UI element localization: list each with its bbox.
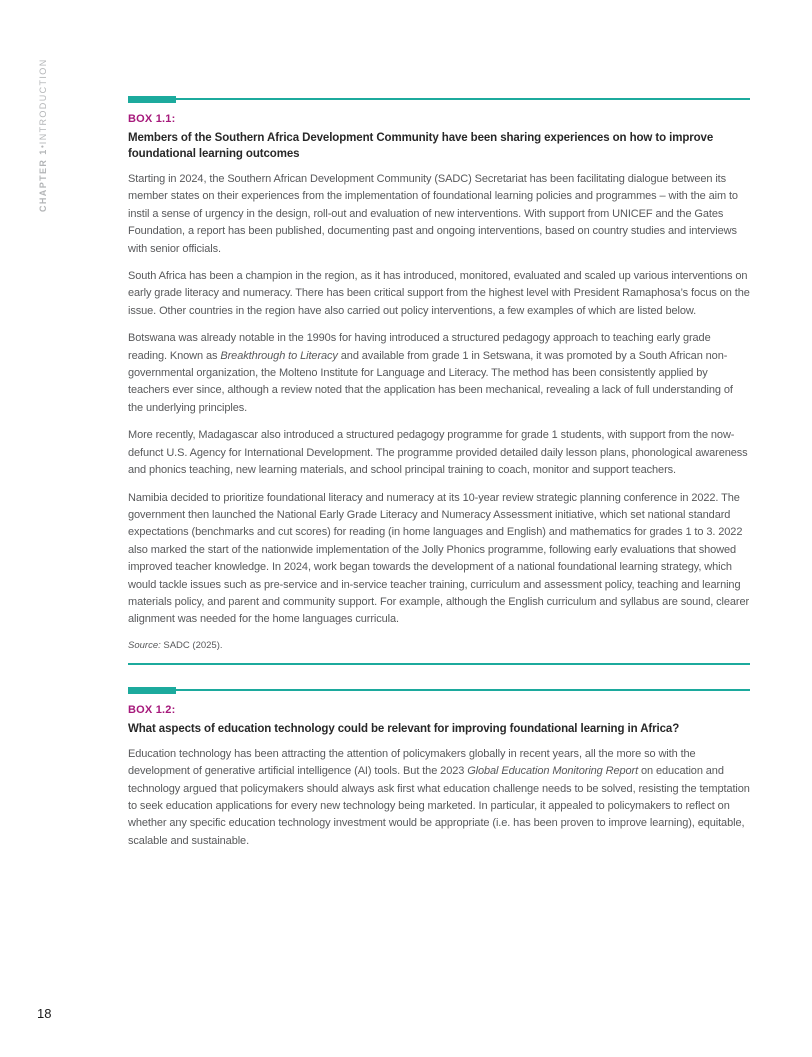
chapter-section-label: INTRODUCTION — [38, 58, 48, 145]
box-1-1 — [128, 96, 750, 665]
box-label: BOX 1.2: — [128, 703, 176, 716]
text-run: More recently, Madagascar also introduced a structured pedagogy programme for grade 1 students, with support from the now-defunct U.S. Agency for International Development. The programme provided detailed daily lesson plans, phonological awareness and phonics teaching, new learning materials, and school principal training to coach, monitor and support teachers. — [128, 429, 748, 477]
text-run: Education technology has been attracting the attention of policymakers globally in recent years, all the more so with the development of generative artificial intelligence (AI) tools. But the 2023 — [128, 747, 696, 778]
rule-line — [128, 689, 750, 691]
text-run: Starting in 2024, the Southern African Development Community (SADC) Secretariat has been facilitating dialogue between its member states on their experiences from the implementation of foundational learning policies and programmes – with the aim to instil a sense of urgency in the design, roll-out and evaluation of new interventions. With support from UNICEF and the Gates Foundation, a report has been published, documenting past and ongoing interventions, based on country studies and interviews with senior officials. — [128, 173, 738, 255]
chapter-sidebar-label — [38, 42, 48, 212]
text-run: and available from grade 1 in Setswana, it was promoted by a South African non-governmental organization, the Molteno Institute for Language and Literacy. The method has been consistently applied by teachers ever since, although a review noted that the application has been mechanical, revealing a lack of full understanding of the underlying principles. — [128, 349, 733, 414]
box-bottom-rule — [128, 663, 750, 665]
page-content — [128, 96, 750, 850]
text-run: Breakthrough to Literacy — [220, 349, 338, 362]
box-label: BOX 1.1: — [128, 113, 176, 125]
text-run: Botswana was already notable in the 1990s for having introduced a structured pedagogy approach to teaching early grade reading. Known as — [128, 332, 711, 362]
text-run: Namibia decided to prioritize foundational literacy and numeracy at its 10-year review strategic planning conference in 2022. The government then launched the National Early Grade Literacy and Numeracy Assessment initiative, which set national standard expectations (benchmarks and cut scores) for reading (in home languages and English) and mathematics for grades 1 to 3. 2022 also marked the start of the nationwide implementation of the Jolly Phonics programme, following early evaluations that showed improved teacher knowledge. In 2024, work began towards the development of a national foundational learning strategy, which would tackle issues such as pre-service and in-service teacher training, curriculum and assessment policy, teaching and learning materials policy, and parent and community support. For example, although the English curriculum and syllabus are sound, clearer alignment was needed for the home languages curricula. — [128, 491, 750, 626]
rule-line — [128, 98, 750, 100]
rule-thick-segment — [128, 687, 176, 694]
box-paragraph — [128, 490, 750, 629]
box-paragraph — [128, 171, 750, 258]
box-top-rule — [128, 96, 750, 103]
page-number: 18 — [37, 1006, 52, 1021]
box-paragraph — [128, 268, 750, 320]
box-paragraph — [128, 330, 750, 417]
source-line — [128, 640, 750, 652]
sidebar-separator: • — [38, 144, 47, 149]
box-body — [128, 746, 750, 850]
box-body — [128, 171, 750, 629]
chapter-number-label: CHAPTER 1 — [38, 148, 48, 212]
box-1-2 — [128, 687, 750, 850]
text-run: SADC (2025). — [160, 639, 223, 651]
text-run: South Africa has been a champion in the region, as it has introduced, monitored, evaluated and scaled up various interventions on early grade literacy and numeracy. There has been critical support from the highest level with President Ramaphosa’s focus on the issue. Other countries in the region have also carried out policy interventions, a few examples of which are listed below. — [128, 270, 750, 317]
box-paragraph — [128, 746, 750, 850]
box-title: Members of the Southern Africa Development Community have been sharing experiences on how to improve foundational learning outcomes — [128, 132, 714, 160]
text-run: Source: — [128, 639, 161, 651]
box-paragraph — [128, 427, 750, 479]
rule-thick-segment — [128, 96, 176, 103]
box-top-rule — [128, 687, 750, 694]
text-run: Global Education Monitoring Report — [467, 765, 639, 778]
text-run: on education and technology argued that policymakers should always ask first what education challenge needs to be solved, resisting the temptation to seek education applications for every new technology being marketed. In particular, it appealed to policymakers to reflect on whether any specific education technology investment would be appropriate (i.e. has been proven to improve learning), equitable, scalable and sustainable. — [128, 765, 750, 847]
box-title: What aspects of education technology could be relevant for improving foundational learning in Africa? — [128, 722, 680, 735]
